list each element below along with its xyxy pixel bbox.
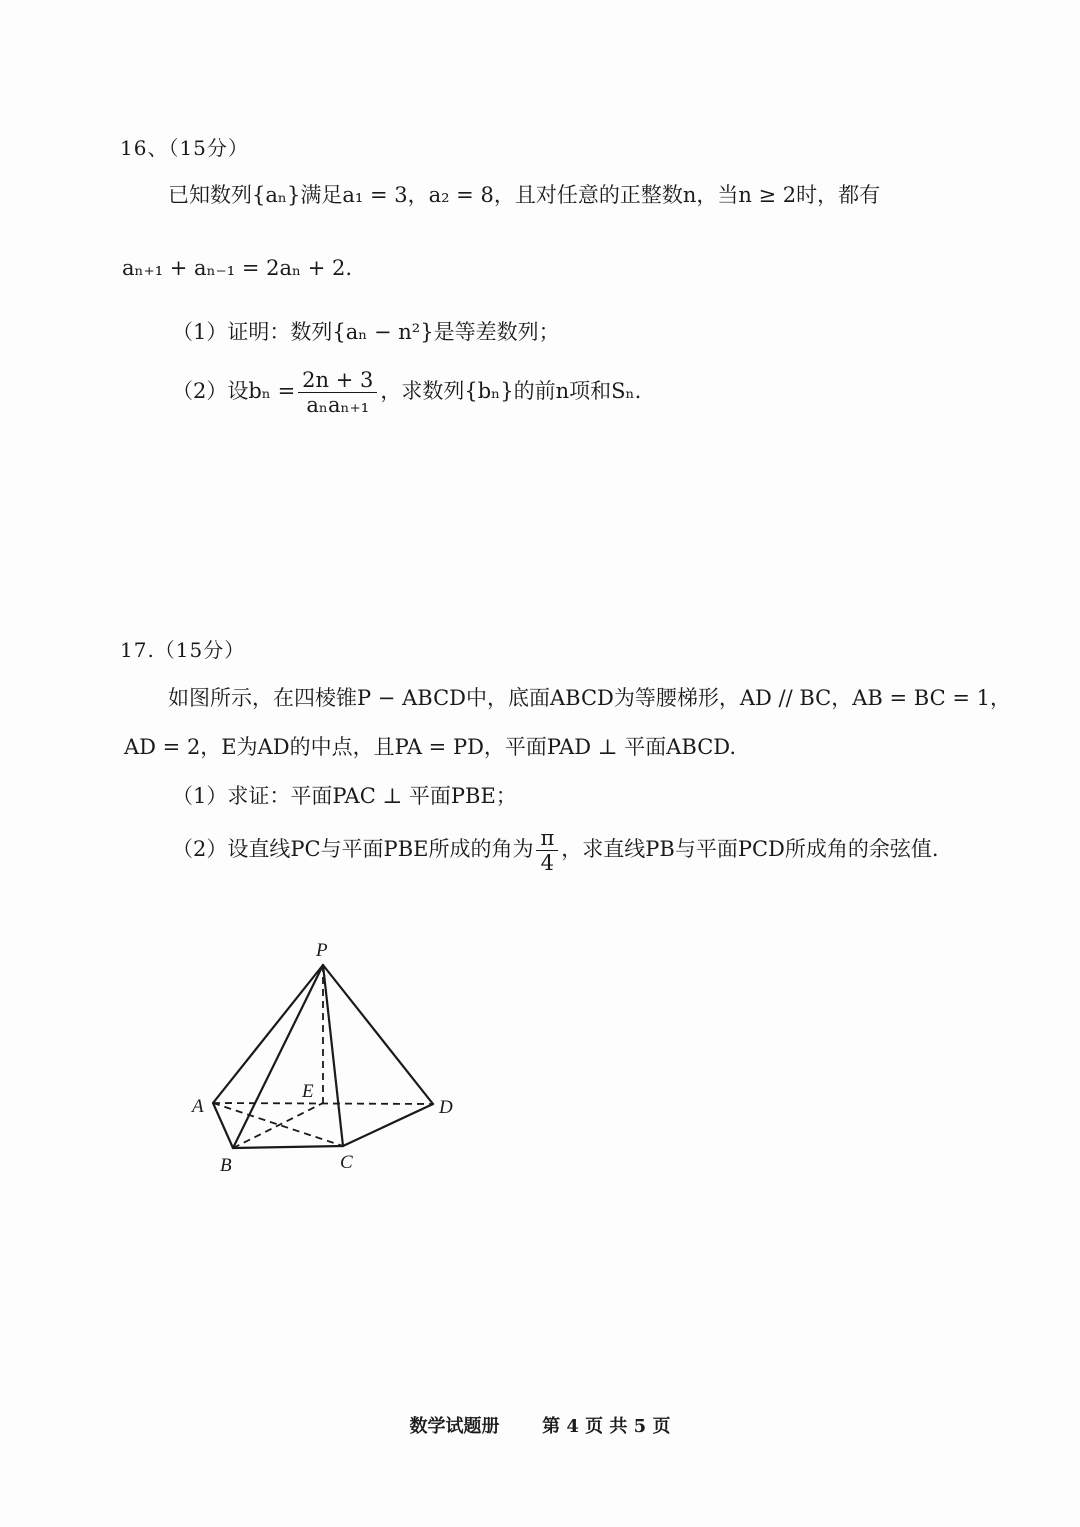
q17-part2-numerator: π bbox=[536, 826, 558, 851]
edge-PD bbox=[323, 965, 433, 1104]
q17-stem-line2: AD = 2，E为AD的中点，且PA = PD，平面PAD ⊥ 平面ABCD. bbox=[124, 735, 737, 759]
vertex-label-D: D bbox=[439, 1097, 453, 1118]
vertex-label-P: P bbox=[316, 940, 328, 961]
edge-AB bbox=[213, 1103, 233, 1148]
q17-part2 bbox=[172, 826, 939, 875]
q16-part1: （1）证明：数列{aₙ − n²}是等差数列； bbox=[172, 320, 560, 344]
vertex-label-B: B bbox=[220, 1155, 232, 1176]
q17-part2-fraction bbox=[536, 826, 558, 875]
q16-part2-suffix: ，求数列{bₙ}的前n项和Sₙ. bbox=[380, 379, 642, 403]
edge-BC bbox=[233, 1146, 343, 1148]
q16-part2-prefix: （2）设bₙ = bbox=[172, 379, 296, 403]
vertex-label-C: C bbox=[340, 1152, 353, 1173]
edge-PB bbox=[233, 965, 323, 1148]
q16-part2 bbox=[172, 368, 641, 417]
q16-part2-denominator: aₙaₙ₊₁ bbox=[306, 393, 370, 417]
q17-part2-suffix: ，求直线PB与平面PCD所成角的余弦值. bbox=[561, 837, 939, 861]
q17-header: 17.（15分） bbox=[120, 638, 246, 662]
hidden-edge-BE bbox=[233, 1103, 323, 1148]
q16-part2-fraction bbox=[298, 368, 377, 417]
q16-stem-line1: 已知数列{aₙ}满足a₁ = 3，a₂ = 8，且对任意的正整数n，当n ≥ 2时，都有 bbox=[168, 183, 881, 207]
page-footer bbox=[0, 1412, 1080, 1438]
vertex-label-A: A bbox=[192, 1096, 204, 1117]
q17-part2-prefix: （2）设直线PC与平面PBE所成的角为 bbox=[172, 837, 534, 861]
edge-PC bbox=[323, 965, 343, 1146]
vertex-label-E: E bbox=[302, 1081, 314, 1102]
q16-part2-numerator: 2n + 3 bbox=[298, 368, 377, 393]
q16-header: 16、（15分） bbox=[120, 136, 249, 160]
footer-book-title: 数学试题册 bbox=[409, 1416, 500, 1437]
pyramid-figure bbox=[180, 930, 480, 1190]
q17-part2-denominator: 4 bbox=[540, 851, 555, 875]
q17-part1: （1）求证：平面PAC ⊥ 平面PBE； bbox=[172, 784, 517, 808]
q17-stem-line1: 如图所示，在四棱锥P − ABCD中，底面ABCD为等腰梯形，AD // BC，AB = BC = 1， bbox=[168, 686, 1011, 710]
q16-stem-line2: aₙ₊₁ + aₙ₋₁ = 2aₙ + 2. bbox=[122, 256, 353, 280]
edge-CD bbox=[343, 1104, 433, 1146]
footer-page-number: 第 4 页 共 5 页 bbox=[542, 1416, 671, 1437]
